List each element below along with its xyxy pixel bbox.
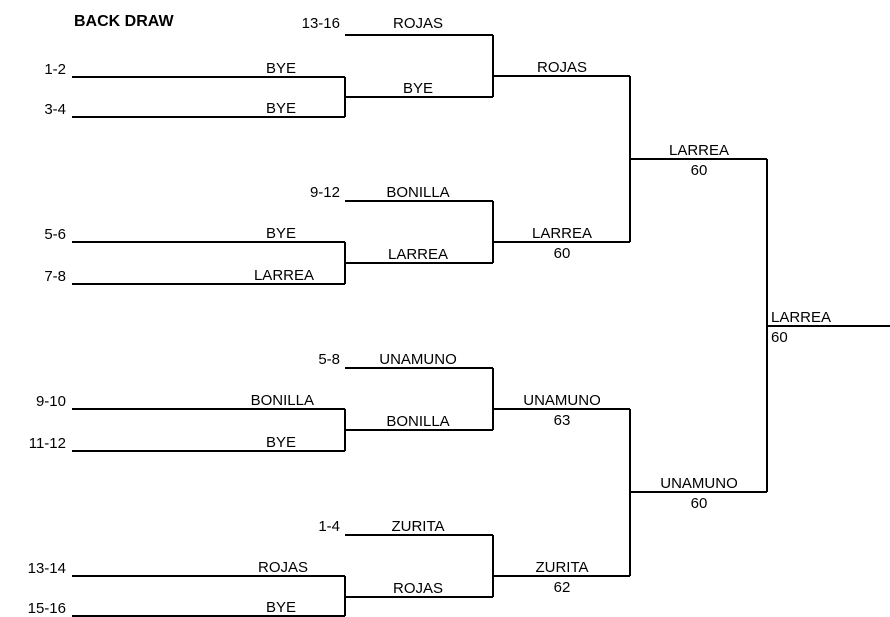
bracket-title: BACK DRAW — [74, 13, 174, 30]
seed-label: 9-12 — [309, 184, 340, 201]
competitor-name: BYE — [265, 225, 296, 242]
competitor-name: BYE — [265, 60, 296, 77]
bracket-lines — [72, 35, 890, 616]
seed-label: 3-4 — [44, 101, 66, 118]
competitor-name: BYE — [402, 80, 434, 97]
round1-names — [251, 60, 314, 616]
final-names — [771, 309, 831, 346]
competitor-name: UNAMUNO — [379, 351, 457, 368]
seed-label: 15-16 — [27, 600, 66, 617]
competitor-name: UNAMUNO — [660, 475, 738, 492]
competitor-name: LARREA — [531, 225, 593, 242]
competitor-name: BONILLA — [386, 413, 450, 430]
match-score: 60 — [690, 495, 708, 512]
seed-label: 7-8 — [44, 268, 66, 285]
competitor-name: ROJAS — [257, 559, 308, 576]
round2-names — [379, 15, 457, 597]
round3-names — [523, 59, 601, 596]
competitor-name: BYE — [265, 599, 296, 616]
seed-label: 9-10 — [35, 393, 66, 410]
match-score: 60 — [771, 329, 788, 346]
competitor-name: LARREA — [387, 246, 449, 263]
competitor-name: BONILLA — [386, 184, 450, 201]
seed-label: 5-8 — [318, 351, 340, 368]
competitor-name: BYE — [265, 434, 296, 451]
competitor-name: LARREA — [668, 142, 730, 159]
competitor-name: UNAMUNO — [523, 392, 601, 409]
competitor-name: LARREA — [253, 267, 314, 284]
seed-label: 11-12 — [28, 435, 66, 452]
seed-label: 13-16 — [301, 15, 340, 32]
seed-label: 1-2 — [44, 61, 66, 78]
match-score: 60 — [690, 162, 708, 179]
seed-label: 13-14 — [27, 560, 66, 577]
champion-name: LARREA — [771, 309, 832, 326]
semi-names — [660, 142, 738, 512]
match-score: 63 — [553, 412, 571, 429]
seed-label: 5-6 — [44, 226, 66, 243]
competitor-name: BONILLA — [250, 392, 314, 409]
competitor-name: BYE — [265, 100, 296, 117]
match-score: 62 — [553, 579, 571, 596]
competitor-name: ROJAS — [392, 15, 444, 32]
competitor-name: ZURITA — [535, 559, 589, 576]
competitor-name: ROJAS — [392, 580, 444, 597]
competitor-name: ZURITA — [391, 518, 445, 535]
match-score: 60 — [553, 245, 571, 262]
seed-label: 1-4 — [318, 518, 340, 535]
competitor-name: ROJAS — [536, 59, 588, 76]
